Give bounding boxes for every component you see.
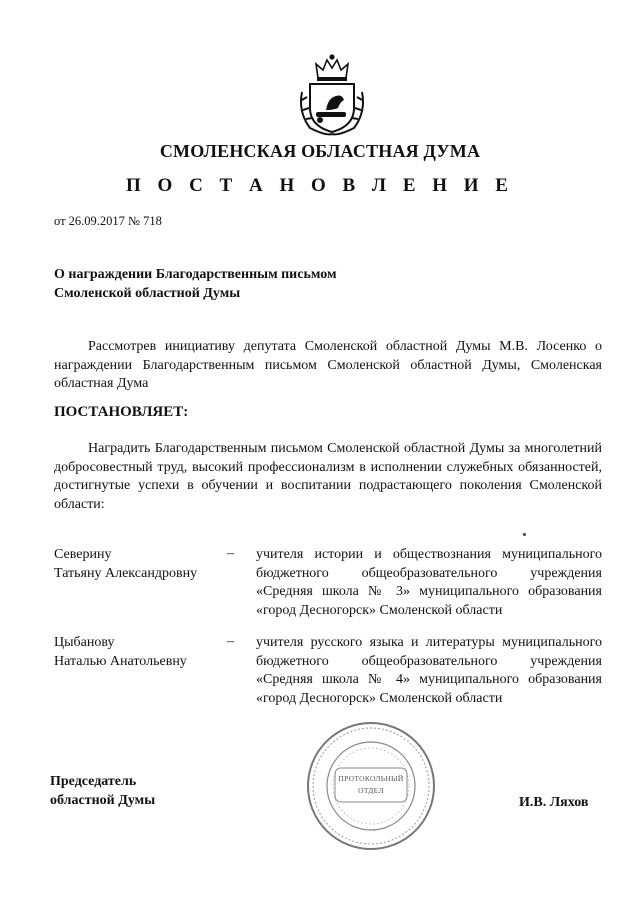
stamp-center-line-1: ПРОТОКОЛЬНЫЙ bbox=[338, 774, 404, 783]
date-number-line: от 26.09.2017 № 718 bbox=[54, 214, 162, 228]
signatory-title bbox=[50, 772, 155, 810]
awardee-given-name: Татьяну Александровну bbox=[54, 565, 198, 581]
awardee-surname: Северину bbox=[54, 547, 112, 562]
stamp-center-line-2: ОТДЕЛ bbox=[358, 786, 384, 795]
subject-heading bbox=[54, 265, 336, 303]
signatory-title-line-1: Председатель bbox=[50, 774, 137, 789]
doc-type-title: П О С Т А Н О В Л Е Н И Е bbox=[126, 175, 514, 196]
decision-text: Наградить Благодарственным письмом Смоленской областной Думы за многолетний добросовестный труд, высокий профессионализм в исполнении служебных обязанностей, достигнутые успехи в обучении и воспитании подрастающего поколения Смоленской области: bbox=[54, 441, 602, 512]
signatory-name: И.В. Ляхов bbox=[519, 795, 589, 810]
awardee-name bbox=[54, 634, 187, 671]
awardee-surname: Цыбанову bbox=[54, 635, 115, 650]
ink-speck bbox=[523, 533, 526, 536]
subject-line-2: Смоленской областной Думы bbox=[54, 286, 241, 301]
decision-paragraph bbox=[54, 440, 602, 514]
preamble-paragraph bbox=[54, 338, 602, 394]
awardee-description: учителя русского языка и литературы муниципального бюджетного общеобразовательного учреждения «Средняя школа № 4» муниципального образования «город Десногорск» Смоленской области bbox=[256, 635, 602, 706]
smolensk-coat-of-arms-icon bbox=[296, 52, 368, 136]
awardee-name bbox=[54, 546, 197, 583]
resolves-heading: ПОСТАНОВЛЯЕТ: bbox=[54, 404, 189, 420]
awardee-dash: – bbox=[227, 634, 234, 649]
subject-line-1: О награждении Благодарственным письмом bbox=[54, 267, 337, 282]
awardee-dash: – bbox=[227, 546, 234, 561]
awardee-given-name: Наталью Анатольевну bbox=[54, 653, 187, 669]
awardee-description: учителя истории и обществознания муниципального бюджетного общеобразовательного учреждения «Средняя школа № 3» муниципального образования «город Десногорск» Смоленской области bbox=[256, 547, 602, 618]
preamble-text: Рассмотрев инициативу депутата Смоленской областной Думы М.В. Лосенко о награждении Благодарственным письмом Смоленской областной Думы, Смоленская областная Дума bbox=[54, 339, 602, 391]
org-title: СМОЛЕНСКАЯ ОБЛАСТНАЯ ДУМА bbox=[159, 141, 481, 161]
signatory-title-line-2: областной Думы bbox=[50, 793, 156, 808]
official-round-stamp-icon bbox=[305, 720, 437, 852]
